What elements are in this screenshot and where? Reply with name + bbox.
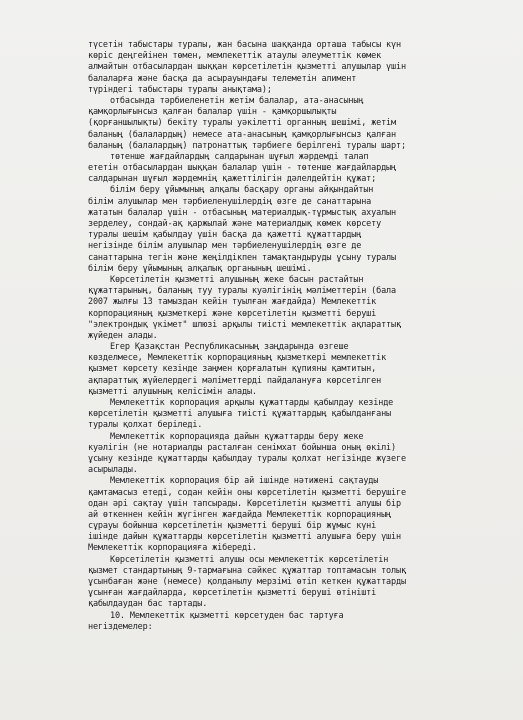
document-line: көріс деңгейінен төмен, мемлекеттік атаулы әлеуметтік көмек [88,51,382,62]
document-line: баланың (балалардың) немесе ата-анасының қамқорлығынсыз қалған [88,129,396,140]
document-line: салдарынан шұғыл жәрдемнің қажеттілігін дәлелдейтін құжат; [88,174,377,185]
document-line: туралы шешім қабылдау үшін басқа да қажетті құжаттардың [88,230,362,241]
document-line: негізінде білім алушылар мен тәрбиеленушілердің өзге де [88,241,362,252]
document-line: ұсынбаған және (немесе) қолданылу мерзімі өтіп кеткен құжаттарды [88,577,406,587]
document-line: Егер Қазақстан Республикасының заңдарында өзгеше [110,342,349,353]
document-line: Көрсетілетін қызметті алушы осы мемлекеттік көрсетілетін [110,554,389,565]
document-line: құжаттарының, баланың туу туралы куәлігінің мәліметтерін (бала [88,286,396,297]
document-line: ақпараттық жүйелердегі мәліметтерді пайдалануға көрсетілген [88,375,382,386]
document-line: ұсынған жағдайларда, көрсетілетін қызметті беруші өтінішті [88,588,377,599]
document-line: түріндегі табыстары туралы анықтама); [88,84,272,95]
document-line: көрсетілетін қызметті алушыға тиісті құжаттардың қабылданғаны [88,409,392,420]
document-line: ай өткеннен кейін жүгінген жағдайда Мемлекеттік корпорацияның [88,509,392,520]
document-line: білім алушылар мен тәрбиеленушілердің өзге де санаттарына [88,196,372,207]
document-line: отбасында тәрбиеленетін жетім балалар, ата-анасының [110,95,364,106]
document-line: қамқорлығынсыз қалған балалар үшін - қамқоршылықты [88,107,337,118]
document-line: куәлігін (не нотариалды расталған сенімхат бойынша оның өкілі) [88,442,396,453]
document-line: асырылады. [88,465,138,476]
document-body [88,40,490,633]
document-line: Көрсетілетін қызметті алушының жеке басын растайтын [110,274,364,285]
document-line: қызметті алушының келісімін алады. [88,386,257,397]
document-line: алмайтын отбасылардан шыққан көрсетілетін қызметті алушылар үшін [88,62,406,73]
document-line: қамтамасыз етеді, содан кейін оны көрсетілетін қызметті берушіге [88,487,406,498]
document-line: туралы қолхат беріледі. [88,420,203,431]
document-line: "электрондық үкімет" шлюзі арқылы тиісті мемлекеттік ақпараттық [88,319,401,330]
document-line: балаларға және басқа да асырауындағы телеметін алимент [88,73,357,84]
document-line: ішінде дайын құжаттарды көрсетілетін қызметті алушыға беру үшін [88,532,401,543]
document-line: білім беру ұйымының алқалы басқару органы айқындайтын [110,185,374,196]
document-line: Мемлекеттік корпорация арқылы құжаттарды қабылдау кезінде [110,398,394,408]
document-line: зерделеу, сондай-ақ қаржылай және материалдық көмек көрсету [88,219,382,229]
document-line: одан әрі сақтау үшін тапсырады. Көрсетілетін қызметті алушы бір [88,498,401,509]
document-line: қабылдаудан бас тартады. [88,599,208,610]
document-line: санаттарына тегін және жеңілдікпен тамақтандыруды ұсыну туралы [88,252,396,263]
document-line: ұсыну кезінде құжаттарды қабылдау туралы қолхат негізінде жүзеге [88,453,406,464]
document-line: 10. Мемлекеттік қызметті көрсетуден бас тартуға [110,610,344,621]
document-line: (қорғаншылықты) бекіту туралы уәкілетті органның шешімі, жетім [88,118,396,129]
document-line: төтенше жағдайлардың салдарынан шұғыл жәрдемді талап [110,151,369,162]
document-line: көзделмесе, Мемлекеттік корпорацияның қызметкері мемлекеттік [88,353,387,364]
document-line: қызмет стандартының 9-тармағына сәйкес құжаттар топтамасын толық [88,565,406,576]
document-line: Мемлекеттік корпорация бір ай ішінде нәтижені сақтауды [110,476,379,487]
document-line: ететін отбасылардан шыққан балалар үшін - төтенше жағдайлардың [88,163,396,174]
document-line: корпорацияның қызметкері және көрсетілетін қызметті беруші [88,308,377,319]
document-line: сұрауы бойынша көрсетілетін қызметті беруші бір жұмыс күні [88,521,377,532]
document-line: жүйеден алады. [88,330,158,341]
document-line: қызмет көрсету кезінде заңмен қорғалатын құпияны қамтитын, [88,364,377,375]
document-line: Мемлекеттік корпорацияға жібереді. [88,543,257,554]
document-line: түсетін табыстары туралы, жан басына шаққанда орташа табысы күн [88,40,401,50]
document-line: білім беру ұйымының алқалық органының шешімі. [88,263,312,274]
document-line: негіздемелер: [88,621,153,632]
document-line: баланың (балалардың) патронаттық тәрбиеге берілгені туралы шарт; [88,140,406,151]
document-line: Мемлекеттік корпорацияда дайын құжаттарды беру жеке [110,431,364,442]
document-line: жататын балалар үшін - отбасының материалдық-тұрмыстық ахуалын [88,207,396,218]
document-line: 2007 жылғы 13 тамыздан кейін туылған жағдайда) Мемлекеттік [88,297,377,308]
